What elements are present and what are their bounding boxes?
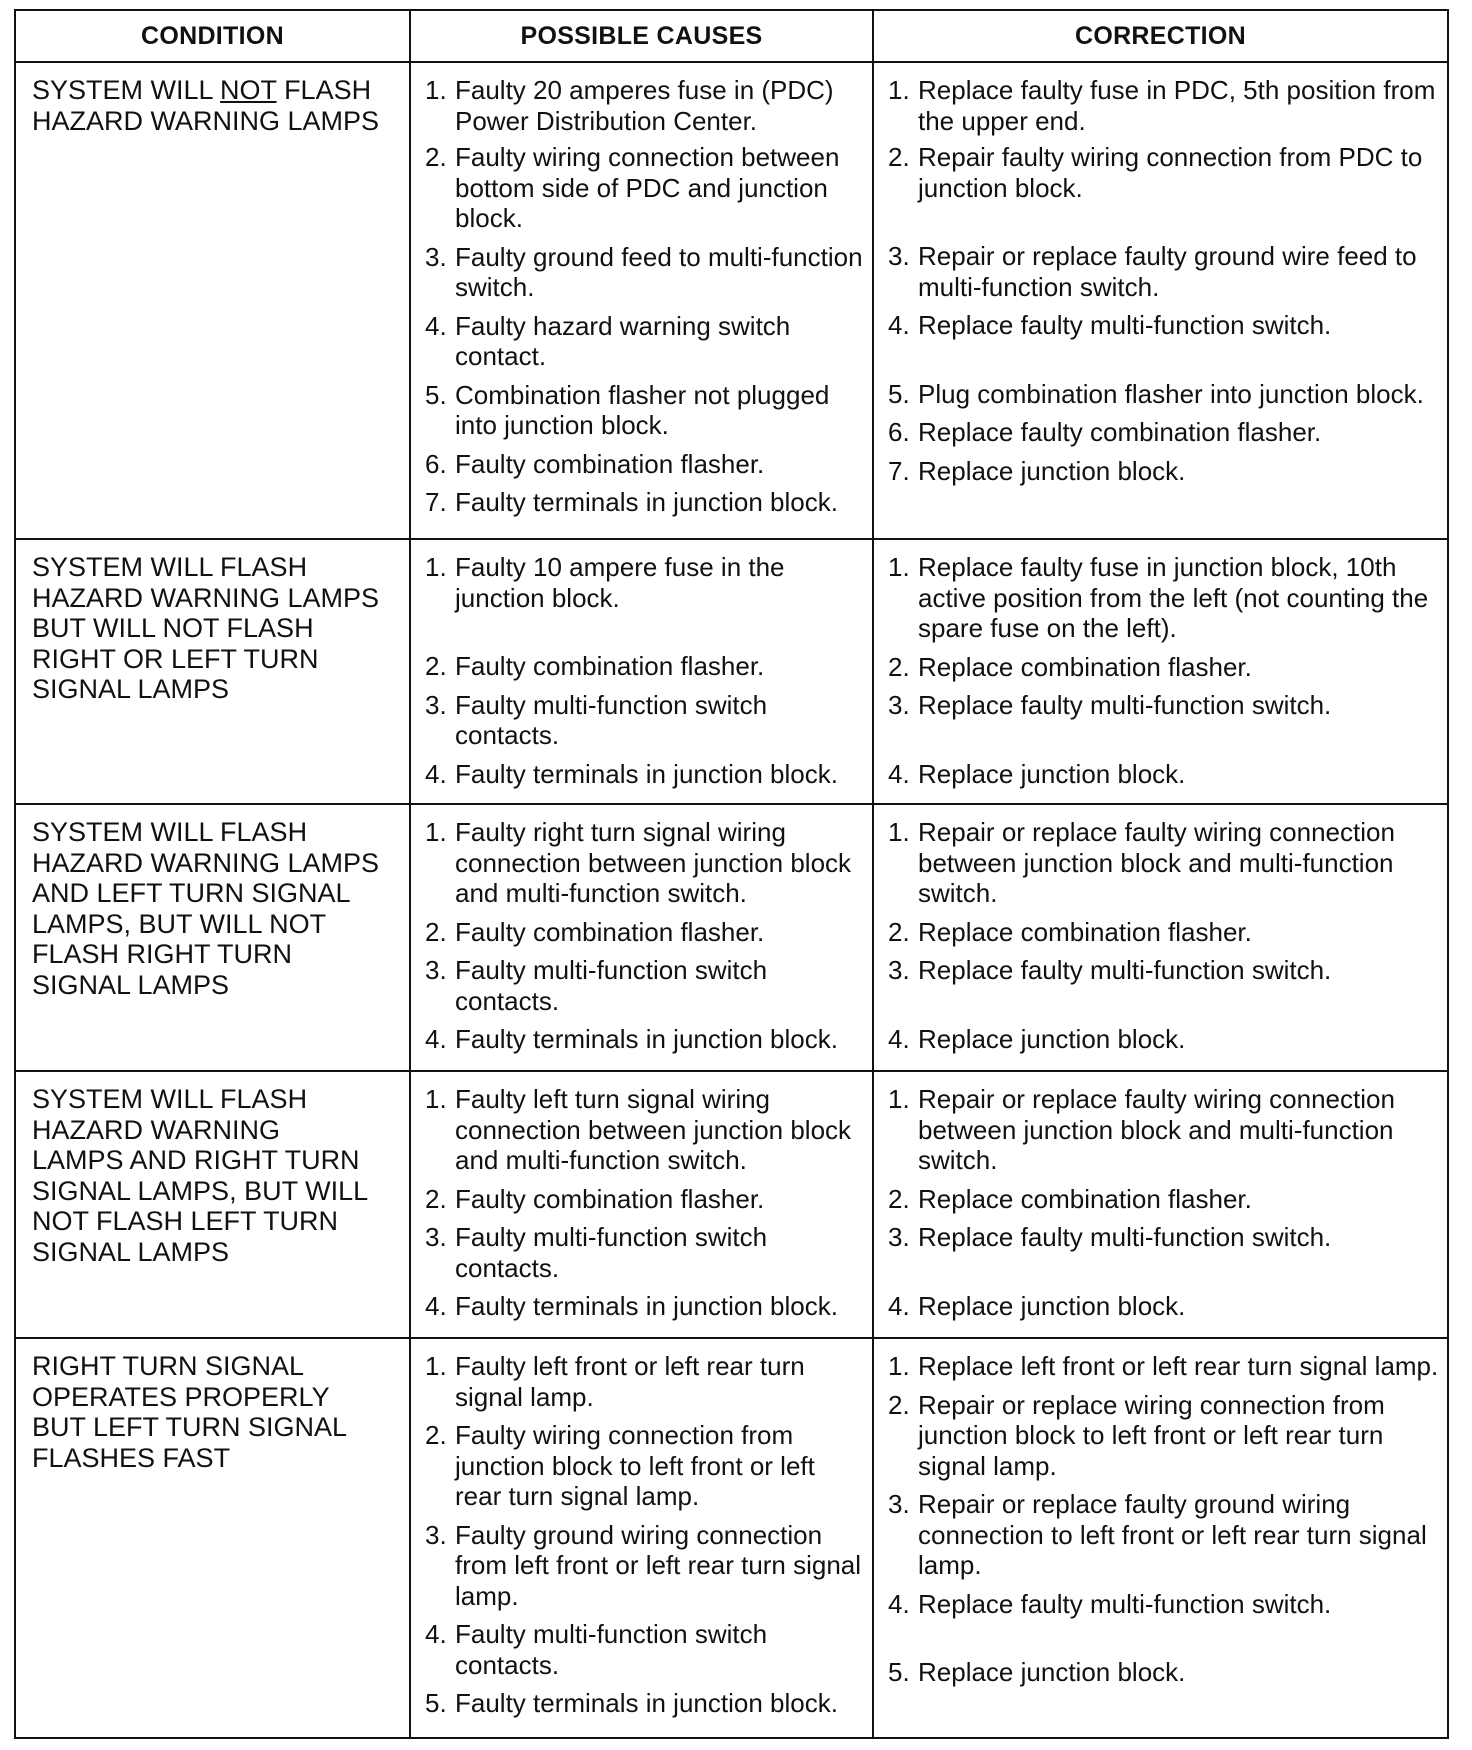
item-text: Replace junction block. bbox=[918, 758, 1186, 789]
list-item bbox=[425, 311, 866, 372]
item-text: Faulty terminals in junction block. bbox=[455, 758, 838, 789]
list-item bbox=[888, 917, 1441, 948]
item-text: Repair or replace faulty ground wire feed to multi-function switch. bbox=[918, 241, 1417, 302]
list-item bbox=[425, 917, 866, 948]
condition-cell bbox=[15, 1071, 410, 1338]
item-text: Faulty combination flasher. bbox=[455, 1183, 765, 1214]
list-item bbox=[425, 1024, 866, 1055]
item-number: 1. bbox=[425, 817, 447, 847]
item-number: 2. bbox=[425, 1183, 447, 1214]
item-number: 5. bbox=[888, 1657, 910, 1687]
item-text: Faulty combination flasher. bbox=[455, 651, 765, 681]
item-text: Faulty hazard warning switch contact. bbox=[455, 310, 791, 371]
list-item bbox=[425, 1619, 866, 1680]
causes-cell bbox=[410, 539, 873, 804]
condition-text-part: FLASH HAZARD WARNING LAMPS bbox=[32, 75, 380, 136]
item-text: Faulty terminals in junction block. bbox=[455, 487, 838, 517]
item-number: 3. bbox=[888, 690, 910, 720]
list-item bbox=[888, 1589, 1441, 1620]
item-number: 2. bbox=[425, 651, 447, 681]
condition-text: SYSTEM WILL FLASH HAZARD WARNING LAMPS BUT WILL NOT FLASH RIGHT OR LEFT TURN SIGNAL LAMPS bbox=[32, 552, 380, 704]
item-number: 3. bbox=[888, 241, 910, 271]
item-text: Replace junction block. bbox=[918, 1290, 1186, 1321]
list-item bbox=[425, 552, 866, 613]
list-item bbox=[888, 241, 1441, 302]
item-number: 2. bbox=[888, 651, 910, 682]
header-possible-causes: POSSIBLE CAUSES bbox=[410, 10, 873, 62]
causes-cell bbox=[410, 1338, 873, 1738]
correction-cell bbox=[873, 62, 1448, 539]
list-item bbox=[888, 1184, 1441, 1215]
condition-cell bbox=[15, 539, 410, 804]
item-text: Repair or replace faulty ground wiring connection to left front or left rear turn signal lamp. bbox=[918, 1489, 1427, 1580]
correction-cell bbox=[873, 804, 1448, 1071]
item-text: Replace faulty multi-function switch. bbox=[918, 955, 1332, 985]
list-item bbox=[425, 1291, 866, 1322]
item-text: Faulty combination flasher. bbox=[455, 448, 765, 479]
list-item bbox=[888, 652, 1441, 683]
item-number: 7. bbox=[425, 487, 447, 517]
item-number: 1. bbox=[425, 75, 447, 105]
item-text: Faulty terminals in junction block. bbox=[455, 1024, 838, 1054]
item-number: 1. bbox=[888, 1084, 910, 1114]
condition-text: SYSTEM WILL FLASH HAZARD WARNING LAMPS AND RIGHT TURN SIGNAL LAMPS, BUT WILL NOT FLASH LEFT TURN SIGNAL LAMPS bbox=[32, 1084, 369, 1267]
list-item bbox=[888, 759, 1441, 790]
table-row bbox=[15, 62, 1448, 539]
item-number: 1. bbox=[888, 75, 910, 105]
item-number: 3. bbox=[425, 241, 447, 272]
item-text: Faulty right turn signal wiring connection between junction block and multi-function switch. bbox=[455, 817, 852, 908]
header-correction: CORRECTION bbox=[873, 10, 1448, 62]
item-number: 1. bbox=[888, 552, 910, 582]
item-text: Replace faulty combination flasher. bbox=[918, 417, 1322, 447]
item-text: Replace junction block. bbox=[918, 455, 1186, 486]
list-item bbox=[425, 759, 866, 790]
item-number: 4. bbox=[888, 758, 910, 789]
item-text: Replace faulty multi-function switch. bbox=[918, 1588, 1332, 1619]
item-number: 2. bbox=[888, 916, 910, 947]
item-text: Faulty left turn signal wiring connection between junction block and multi-function switch. bbox=[455, 1084, 852, 1175]
item-text: Replace faulty multi-function switch. bbox=[918, 1222, 1332, 1252]
condition-emphasis: NOT bbox=[220, 75, 277, 105]
item-text: Faulty ground wiring connection from left front or left rear turn signal lamp. bbox=[455, 1519, 862, 1611]
list-item bbox=[425, 449, 866, 480]
item-text: Repair or replace wiring connection from junction block to left front or left rear turn signal lamp. bbox=[918, 1389, 1385, 1481]
item-number: 3. bbox=[425, 689, 447, 720]
item-text: Replace left front or left rear turn signal lamp. bbox=[918, 1351, 1439, 1381]
item-number: 1. bbox=[425, 1084, 447, 1114]
item-number: 2. bbox=[425, 916, 447, 947]
list-item bbox=[888, 552, 1441, 644]
list-item bbox=[425, 1420, 866, 1512]
item-number: 1. bbox=[888, 1351, 910, 1381]
item-number: 3. bbox=[425, 955, 447, 985]
table-row bbox=[15, 804, 1448, 1071]
item-number: 3. bbox=[888, 1222, 910, 1252]
item-text: Replace combination flasher. bbox=[918, 916, 1252, 947]
list-item bbox=[425, 955, 866, 1016]
item-text: Replace combination flasher. bbox=[918, 651, 1252, 682]
item-number: 4. bbox=[425, 758, 447, 789]
item-text: Faulty multi-function switch contacts. bbox=[455, 955, 768, 1016]
item-text: Faulty 10 ampere fuse in the junction block. bbox=[455, 552, 785, 613]
item-number: 3. bbox=[425, 1519, 447, 1550]
list-item bbox=[888, 1351, 1441, 1382]
condition-cell bbox=[15, 804, 410, 1071]
list-item bbox=[888, 310, 1441, 341]
item-number: 4. bbox=[888, 1023, 910, 1054]
list-item bbox=[888, 456, 1441, 487]
list-item bbox=[888, 1657, 1441, 1688]
item-number: 3. bbox=[425, 1222, 447, 1252]
item-text: Repair or replace faulty wiring connection between junction block and multi-function switch. bbox=[918, 1084, 1395, 1175]
list-item bbox=[425, 1222, 866, 1283]
correction-cell bbox=[873, 1338, 1448, 1738]
item-text: Replace faulty fuse in PDC, 5th position from the upper end. bbox=[918, 75, 1436, 136]
condition-text: SYSTEM WILL FLASH HAZARD WARNING LAMPS AND LEFT TURN SIGNAL LAMPS, BUT WILL NOT FLASH RIGHT TURN SIGNAL LAMPS bbox=[32, 817, 380, 1000]
item-text: Replace junction block. bbox=[918, 1023, 1186, 1054]
table-row bbox=[15, 1338, 1448, 1738]
item-number: 1. bbox=[425, 552, 447, 582]
item-text: Repair faulty wiring connection from PDC to junction block. bbox=[918, 142, 1423, 203]
list-item bbox=[425, 75, 866, 136]
item-text: Faulty terminals in junction block. bbox=[455, 1688, 838, 1718]
list-item bbox=[425, 487, 866, 518]
item-text: Combination flasher not plugged into junction block. bbox=[455, 379, 830, 440]
condition-cell bbox=[15, 1338, 410, 1738]
item-text: Plug combination flasher into junction block. bbox=[918, 378, 1424, 409]
condition-text bbox=[16, 63, 409, 146]
item-number: 5. bbox=[888, 378, 910, 409]
list-item bbox=[888, 955, 1441, 986]
list-item bbox=[425, 242, 866, 303]
item-text: Faulty multi-function switch contacts. bbox=[455, 1619, 768, 1680]
causes-cell bbox=[410, 1071, 873, 1338]
list-item bbox=[425, 1084, 866, 1176]
item-number: 2. bbox=[888, 142, 910, 172]
item-number: 4. bbox=[425, 1619, 447, 1649]
item-text: Replace junction block. bbox=[918, 1657, 1186, 1687]
item-number: 7. bbox=[888, 455, 910, 486]
item-number: 5. bbox=[425, 379, 447, 410]
list-item bbox=[888, 75, 1441, 136]
list-item bbox=[888, 1084, 1441, 1176]
item-number: 4. bbox=[888, 1588, 910, 1619]
list-item bbox=[425, 1351, 866, 1412]
item-number: 1. bbox=[888, 817, 910, 847]
causes-cell bbox=[410, 62, 873, 539]
list-item bbox=[888, 1024, 1441, 1055]
list-item bbox=[425, 651, 866, 682]
item-number: 3. bbox=[888, 955, 910, 985]
item-text: Faulty multi-function switch contacts. bbox=[455, 689, 768, 750]
item-text: Faulty wiring connection between bottom side of PDC and junction block. bbox=[455, 142, 840, 233]
diagnosis-table bbox=[14, 9, 1449, 1739]
item-text: Faulty ground feed to multi-function switch. bbox=[455, 241, 863, 302]
list-item bbox=[888, 817, 1441, 909]
condition-text-part: SYSTEM WILL bbox=[32, 75, 221, 105]
list-item bbox=[425, 1184, 866, 1215]
item-text: Faulty multi-function switch contacts. bbox=[455, 1222, 768, 1283]
item-number: 5. bbox=[425, 1688, 447, 1718]
item-number: 6. bbox=[888, 417, 910, 447]
item-text: Faulty left front or left rear turn signal lamp. bbox=[455, 1351, 805, 1412]
item-text: Replace faulty multi-function switch. bbox=[918, 310, 1332, 340]
item-number: 2. bbox=[888, 1389, 910, 1420]
list-item bbox=[425, 142, 866, 234]
list-item bbox=[888, 1291, 1441, 1322]
list-item bbox=[888, 417, 1441, 448]
causes-cell bbox=[410, 804, 873, 1071]
list-item bbox=[888, 690, 1441, 721]
list-item bbox=[888, 1222, 1441, 1253]
item-number: 4. bbox=[888, 310, 910, 340]
item-text: Replace combination flasher. bbox=[918, 1183, 1252, 1214]
item-number: 2. bbox=[425, 1420, 447, 1450]
list-item bbox=[888, 1489, 1441, 1581]
item-text: Faulty wiring connection from junction block to left front or left rear turn signal lamp. bbox=[455, 1420, 815, 1511]
item-number: 4. bbox=[425, 1024, 447, 1054]
item-number: 2. bbox=[888, 1183, 910, 1214]
list-item bbox=[425, 817, 866, 909]
list-item bbox=[425, 380, 866, 441]
list-item bbox=[888, 1390, 1441, 1482]
item-number: 4. bbox=[888, 1290, 910, 1321]
correction-cell bbox=[873, 539, 1448, 804]
item-number: 2. bbox=[425, 142, 447, 172]
condition-cell bbox=[15, 62, 410, 539]
item-text: Replace faulty multi-function switch. bbox=[918, 690, 1332, 720]
item-number: 4. bbox=[425, 310, 447, 341]
list-item bbox=[425, 1688, 866, 1719]
list-item bbox=[425, 1520, 866, 1612]
table-row bbox=[15, 1071, 1448, 1338]
header-row bbox=[15, 10, 1448, 62]
item-text: Replace faulty fuse in junction block, 10th active position from the left (not counting the spare fuse on the left). bbox=[918, 552, 1429, 643]
item-text: Faulty 20 amperes fuse in (PDC) Power Distribution Center. bbox=[455, 75, 834, 136]
list-item bbox=[888, 379, 1441, 410]
correction-cell bbox=[873, 1071, 1448, 1338]
item-number: 4. bbox=[425, 1291, 447, 1321]
condition-text: RIGHT TURN SIGNAL OPERATES PROPERLY BUT LEFT TURN SIGNAL FLASHES FAST bbox=[32, 1351, 348, 1473]
item-text: Repair or replace faulty wiring connection between junction block and multi-function switch. bbox=[918, 817, 1395, 908]
item-number: 6. bbox=[425, 448, 447, 479]
list-item bbox=[888, 142, 1441, 203]
item-number: 3. bbox=[888, 1489, 910, 1519]
item-text: Faulty combination flasher. bbox=[455, 916, 765, 947]
list-item bbox=[425, 690, 866, 751]
item-text: Faulty terminals in junction block. bbox=[455, 1291, 838, 1321]
item-number: 1. bbox=[425, 1351, 447, 1381]
table-row bbox=[15, 539, 1448, 804]
header-condition: CONDITION bbox=[15, 10, 410, 62]
